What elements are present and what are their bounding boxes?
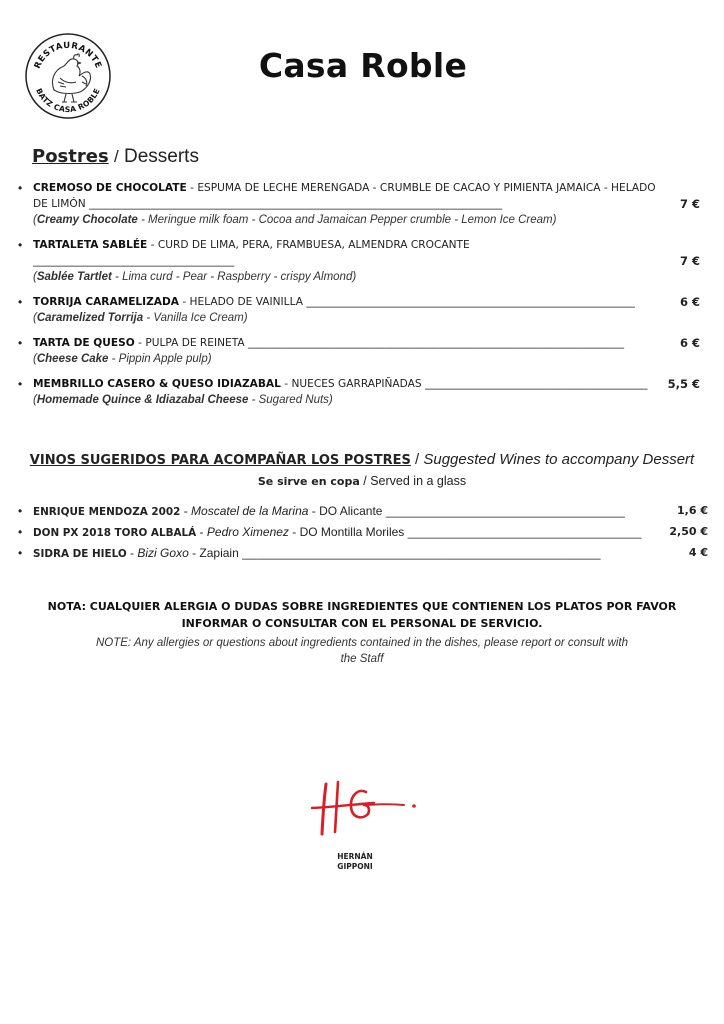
wine-origin: - Zapiain bbox=[188, 546, 243, 560]
wine-grape: Moscatel de la Marina bbox=[191, 504, 309, 518]
signature-name bbox=[310, 852, 400, 872]
dessert-desc: - PULPA DE REINETA bbox=[134, 337, 248, 349]
desserts-list bbox=[18, 180, 700, 417]
wine-sep: - bbox=[126, 546, 138, 560]
wine-leader: _____________________________________________ bbox=[407, 527, 642, 539]
wine-leader: _____________________________________________________________________ bbox=[242, 548, 601, 560]
dessert-leader: __________________________________________ bbox=[425, 378, 648, 390]
dessert-english: (Caramelized Torrija - Vanilla Ice Cream) bbox=[33, 312, 248, 324]
desserts-title-es: Postres bbox=[32, 146, 109, 167]
wine-price: 2,50 € bbox=[669, 525, 708, 538]
dessert-item bbox=[18, 237, 700, 285]
allergy-note-es: NOTA: CUALQUIER ALERGIA O DUDAS SOBRE INGREDIENTES QUE CONTIENEN LOS PLATOS POR FAVOR INFORMAR O CONSULTAR CON EL PERSONAL DE SERVICIO. bbox=[47, 600, 677, 630]
dessert-en-desc: - Sugared Nuts) bbox=[248, 394, 333, 406]
dessert-en-name: Cheese Cake bbox=[36, 353, 109, 365]
dessert-en-name: Homemade Quince & Idiazabal Cheese bbox=[36, 394, 249, 406]
dessert-name: TARTALETA SABLÉE bbox=[33, 239, 148, 251]
dessert-en-name: Sablée Tartlet bbox=[36, 271, 112, 283]
served-es: Se sirve en copa bbox=[257, 475, 360, 488]
dessert-en-desc: - Vanilla Ice Cream) bbox=[143, 312, 248, 324]
wines-title-en: Suggested Wines to accompany Dessert bbox=[423, 451, 695, 468]
wine-leader: ______________________________________________ bbox=[385, 506, 625, 518]
allergy-note-en-line2: the Staff bbox=[340, 653, 384, 665]
served-sep: / bbox=[359, 474, 371, 488]
page-title: Casa Roble bbox=[258, 46, 468, 85]
wine-price: 1,6 € bbox=[677, 504, 708, 517]
signature-monogram bbox=[306, 774, 422, 838]
dessert-english: (Creamy Chocolate - Meringue milk foam - Cocoa and Jamaican Pepper crumble - Lemon Ice Cream) bbox=[33, 214, 557, 226]
dessert-price: 7 € bbox=[679, 254, 700, 268]
dessert-english: (Sablée Tartlet - Lima curd - Pear - Raspberry - crispy Almond) bbox=[33, 271, 357, 283]
dessert-name: MEMBRILLO CASERO & QUESO IDIAZABAL bbox=[33, 378, 281, 390]
wine-item bbox=[18, 502, 708, 520]
wine-item bbox=[18, 523, 708, 541]
dessert-price: 7 € bbox=[679, 197, 700, 211]
wine-sep: - bbox=[180, 504, 192, 518]
logo-top-text: RESTAURANTE bbox=[32, 40, 104, 71]
dessert-en-desc: - Pippin Apple pulp) bbox=[108, 353, 212, 365]
signature-name-line2: GIPPONI bbox=[337, 862, 373, 871]
dessert-en-name: Caramelized Torrija bbox=[36, 312, 144, 324]
dessert-desc: - CURD DE LIMA, PERA, FRAMBUESA, ALMENDRA CROCANTE bbox=[147, 239, 470, 251]
dessert-english: (Homemade Quince & Idiazabal Cheese - Sugared Nuts) bbox=[33, 394, 333, 406]
dessert-desc: - HELADO DE VAINILLA bbox=[179, 296, 307, 308]
wine-item bbox=[18, 544, 708, 562]
dessert-en-desc: - Lima curd - Pear - Raspberry - crispy Almond) bbox=[111, 271, 357, 283]
served-en: Served in a glass bbox=[370, 474, 467, 488]
wine-origin: - DO Montilla Moriles bbox=[288, 525, 408, 539]
wine-price: 4 € bbox=[688, 546, 708, 559]
dessert-desc: - NUECES GARRAPIÑADAS bbox=[280, 378, 425, 390]
dessert-item bbox=[18, 294, 700, 326]
wine-origin: - DO Alicante bbox=[308, 504, 386, 518]
wines-heading bbox=[0, 451, 724, 468]
wine-grape: Bizi Goxo bbox=[137, 546, 189, 560]
desserts-title-en: Desserts bbox=[123, 146, 199, 167]
dessert-price: 6 € bbox=[679, 295, 700, 309]
dessert-name: TORRIJA CARAMELIZADA bbox=[33, 296, 179, 308]
dessert-leader: _______________________________________________________________________ bbox=[248, 337, 625, 349]
allergy-note-en bbox=[64, 635, 660, 667]
desserts-title-sep: / bbox=[113, 147, 119, 166]
dessert-price: 6 € bbox=[679, 336, 700, 350]
wine-name: DON PX 2018 TORO ALBALÁ bbox=[33, 527, 197, 539]
wines-title-sep: / bbox=[410, 451, 424, 468]
dessert-en-desc: - Meringue milk foam - Cocoa and Jamaican Pepper crumble - Lemon Ice Cream) bbox=[137, 214, 557, 226]
dessert-leader: ______________________________________________________________________________ bbox=[89, 198, 503, 210]
dessert-price: 5,5 € bbox=[667, 377, 700, 391]
dessert-item bbox=[18, 335, 700, 367]
served-note bbox=[0, 474, 724, 488]
logo-bottom-text: BATZ CASA ROBLE bbox=[34, 86, 102, 115]
signature-name-line1: HERNÁN bbox=[337, 852, 373, 861]
dessert-name: TARTA DE QUESO bbox=[33, 337, 135, 349]
dessert-leader: ______________________________________ bbox=[33, 255, 235, 267]
dessert-name: CREMOSO DE CHOCOLATE bbox=[33, 182, 187, 194]
dessert-en-name: Creamy Chocolate bbox=[36, 214, 138, 226]
dessert-item bbox=[18, 180, 700, 228]
wine-grape: Pedro Ximenez bbox=[206, 525, 289, 539]
dessert-desc: - ESPUMA DE LECHE MERENGADA - CRUMBLE DE CACAO Y PIMIENTA JAMAICA - HELADO DE LIMÓN bbox=[33, 182, 656, 210]
wines-title-es: VINOS SUGERIDOS PARA ACOMPAÑAR LOS POSTRES bbox=[29, 453, 411, 468]
dessert-leader: ______________________________________________________________ bbox=[306, 296, 635, 308]
wines-list bbox=[18, 502, 708, 565]
dessert-english: (Cheese Cake - Pippin Apple pulp) bbox=[33, 353, 212, 365]
desserts-heading bbox=[32, 146, 199, 168]
wine-sep: - bbox=[196, 525, 207, 539]
dessert-item bbox=[18, 376, 700, 408]
allergy-note-en-line1: NOTE: Any allergies or questions about ingredients contained in the dishes, please report or consult with bbox=[95, 637, 629, 649]
wine-name: ENRIQUE MENDOZA 2002 bbox=[33, 506, 181, 518]
wine-name: SIDRA DE HIELO bbox=[33, 548, 127, 560]
